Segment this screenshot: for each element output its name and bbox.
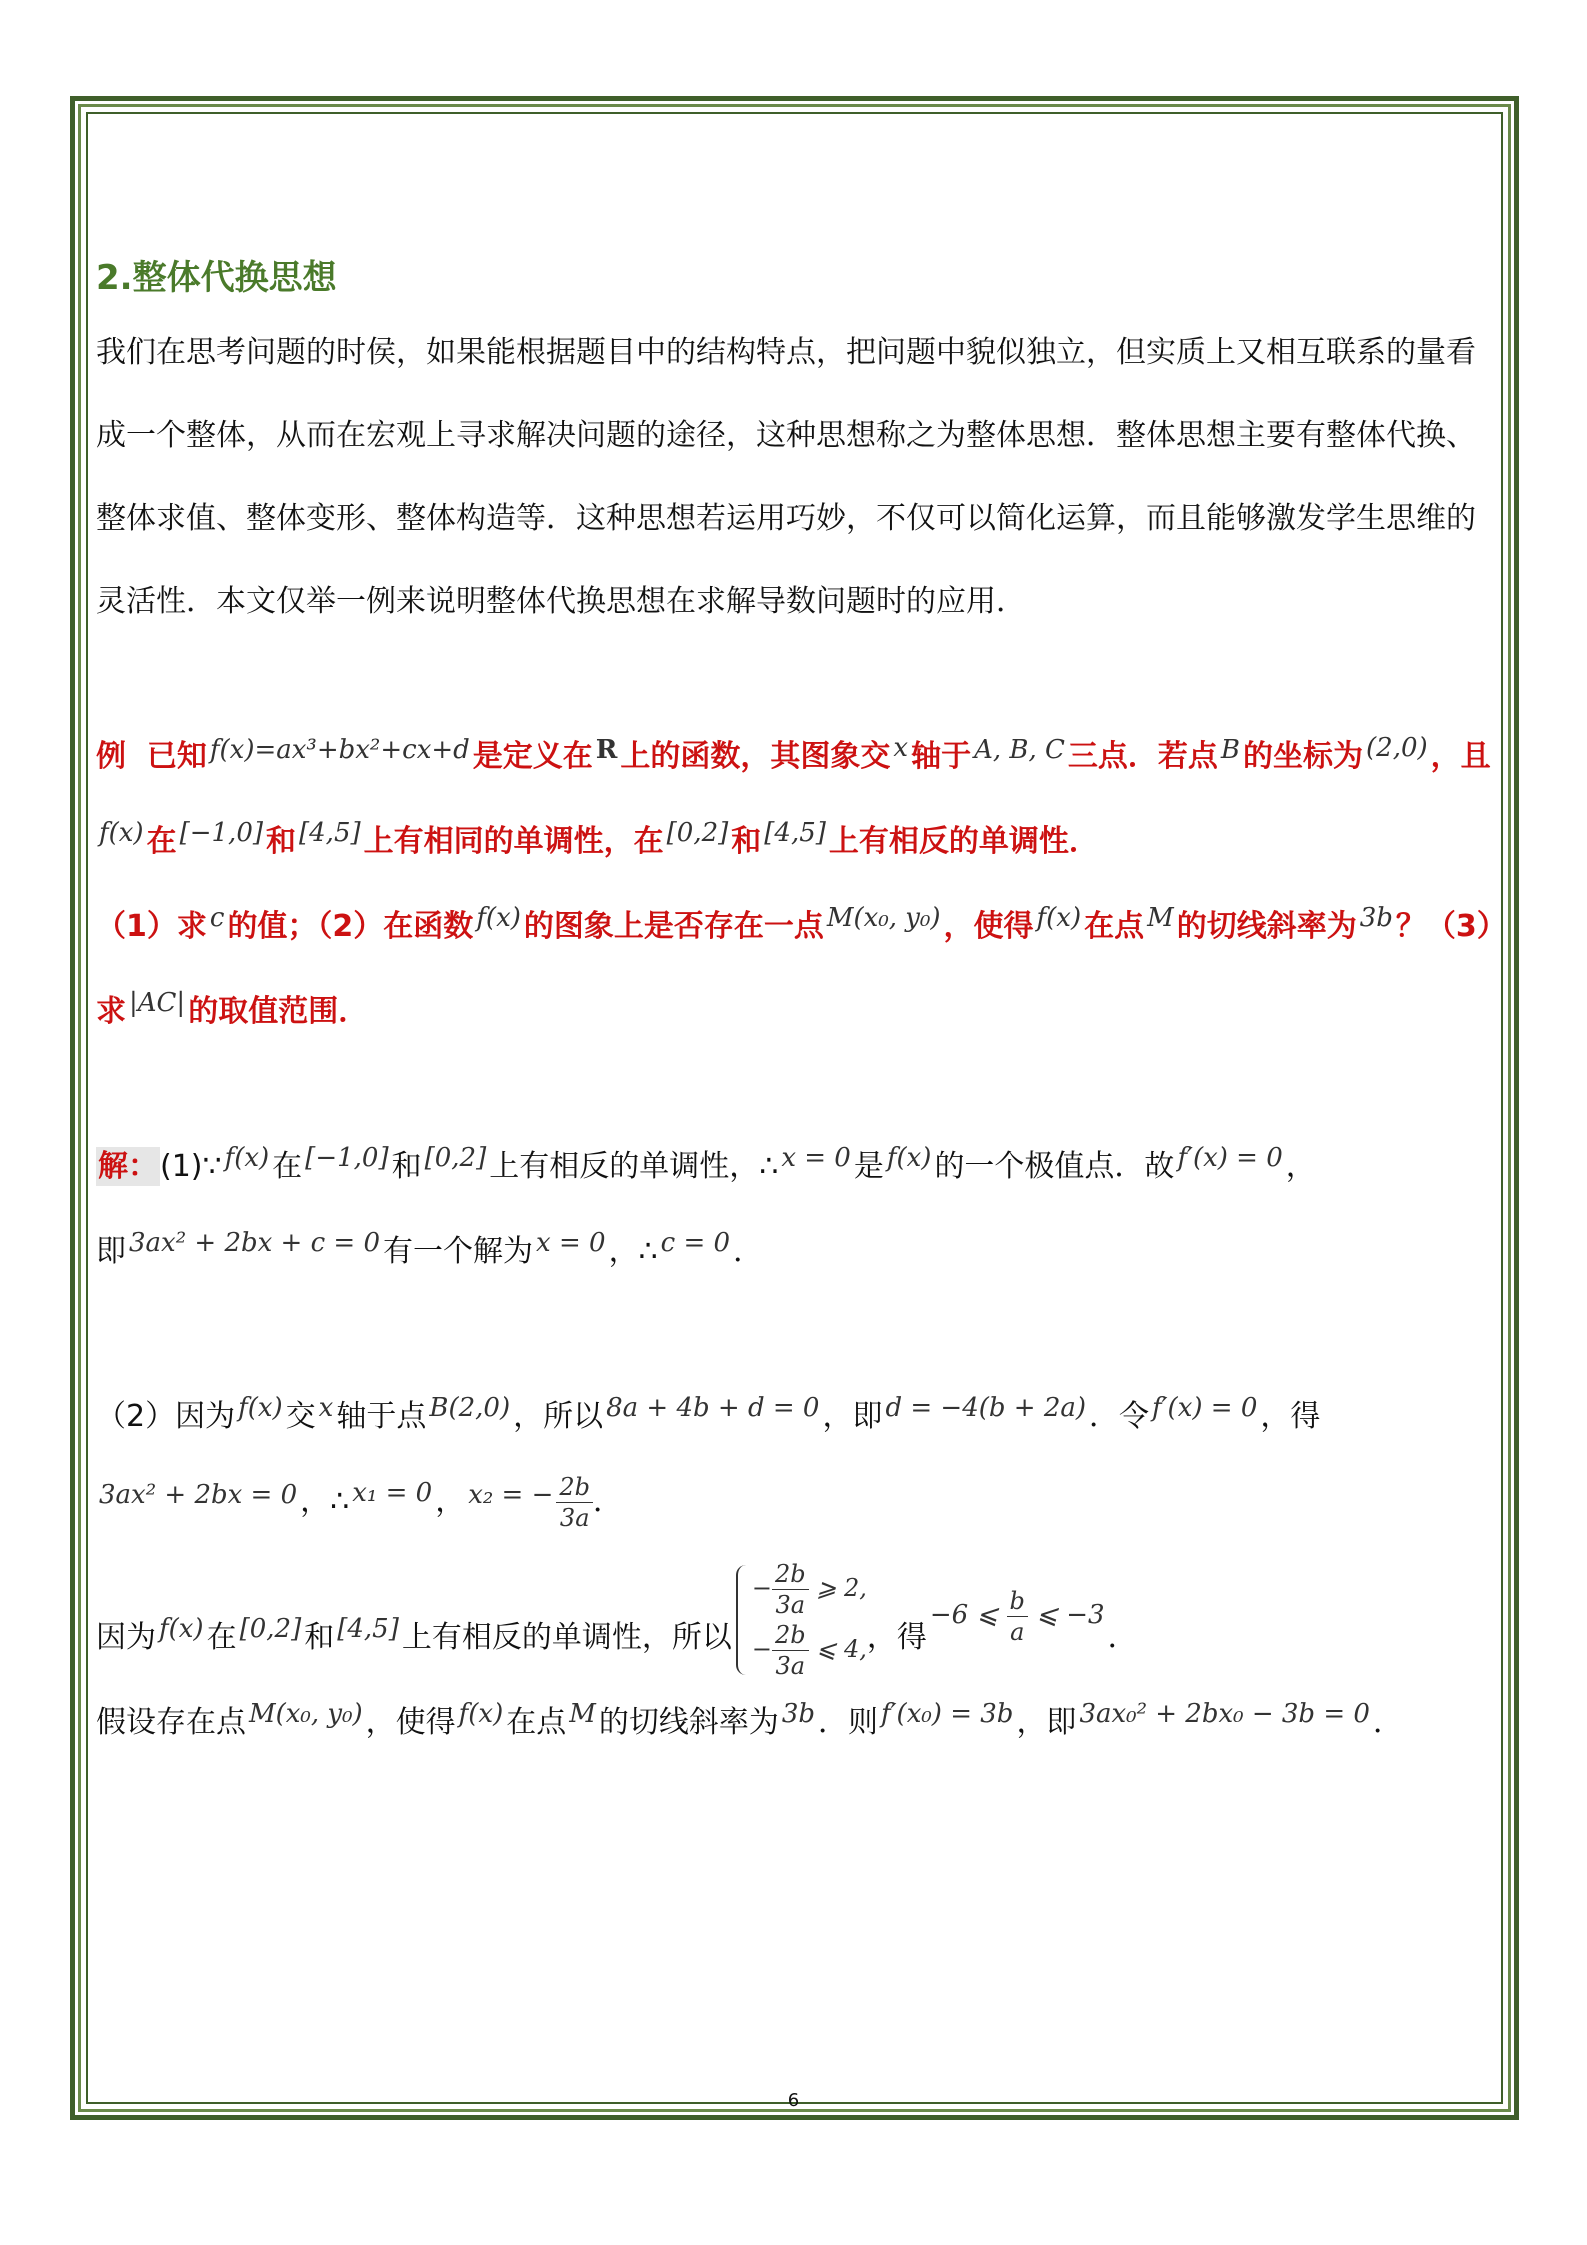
solution-text: ，得 [1260, 1399, 1321, 1434]
math-expression: − [751, 1574, 772, 1602]
example-text: 已知 [146, 739, 207, 774]
solution-label: 解： [98, 1149, 158, 1184]
solution-part-1 [96, 1125, 1492, 1295]
math-expression: 3b [1359, 903, 1393, 933]
math-expression: [0,2] [239, 1614, 302, 1644]
solution-text: ．则 [818, 1705, 879, 1740]
solution-text: 和 [391, 1149, 422, 1184]
section-heading: 2.整体代换思想 [96, 258, 337, 298]
solution-text: 是 [853, 1149, 884, 1184]
math-expression: A, B, C [974, 735, 1065, 765]
math-expression: x = 0 [781, 1143, 851, 1173]
example-text: 和 [266, 824, 296, 859]
fraction [556, 1472, 593, 1533]
solution-text: ， [1285, 1149, 1316, 1184]
left-brace [736, 1565, 748, 1675]
solution-part-3 [96, 1559, 1492, 1681]
solution-text: 即 [96, 1234, 126, 1269]
example-text: 三点．若点 [1067, 739, 1218, 774]
math-expression: f′(x) = 0 [1152, 1393, 1258, 1423]
math-expression: [0,2] [424, 1143, 487, 1173]
math-expression: 3ax² + 2bx + c = 0 [129, 1228, 381, 1258]
solution-text: ． [593, 1484, 624, 1519]
math-expression: f(x) [224, 1143, 270, 1173]
math-expression: x [893, 733, 909, 763]
example-text: 是定义在 [472, 739, 593, 774]
solution-text: ，∴ [300, 1484, 350, 1519]
intro-paragraph: 我们在思考问题的时侯，如果能根据题目中的结构特点，把问题中貌似独立，但实质上又相互联系的量看成一个整体，从而在宏观上寻求解决问题的途径，这种思想称之为整体思想．整体思想主要有整体代换、整体求值、整体变形、整体构造等．这种思想若运用巧妙，不仅可以简化运算，而且能够激发学生思维的灵活性．本文仅举一例来说明整体代换思想在求解导数问题时的应用． [96, 335, 1476, 619]
math-expression: ⩾ 2, [816, 1574, 867, 1602]
example-text: ，使得 [943, 909, 1034, 944]
solution-text: ，即 [1016, 1705, 1077, 1740]
fraction-denominator: 3a [775, 1652, 806, 1680]
math-expression: ⩽ −3 [1036, 1600, 1105, 1630]
solution-text: ． [1372, 1705, 1403, 1740]
fraction-denominator: 3a [559, 1504, 590, 1532]
fraction [1007, 1586, 1028, 1647]
math-expression: c [209, 903, 225, 933]
math-expression: x = 0 [536, 1228, 606, 1258]
math-expression: f′(x) = 0 [1177, 1143, 1283, 1173]
math-expression: f(x) [1036, 903, 1082, 933]
example-problem [96, 715, 1492, 1055]
math-expression: [0,2] [666, 818, 729, 848]
solution-text: ． [1107, 1620, 1138, 1655]
solution-text: 和 [304, 1620, 335, 1655]
math-expression: x₂ = − [468, 1480, 554, 1510]
math-expression: M [569, 1699, 596, 1729]
example-text: 轴于 [911, 739, 972, 774]
fraction-numerator: 2b [772, 1559, 809, 1590]
solution-text: 上有相反的单调性，∴ [489, 1149, 779, 1184]
fraction-numerator: 2b [556, 1472, 593, 1503]
solution-text: 上有相反的单调性，所以 [401, 1620, 732, 1655]
example-text: 的切线斜率为 [1176, 909, 1357, 944]
example-text: 在点 [1084, 909, 1145, 944]
example-text: 上的函数，其图象交 [620, 739, 891, 774]
math-expression: [−1,0] [179, 818, 263, 848]
solution-text: ， [435, 1484, 466, 1519]
fraction-denominator: 3a [775, 1591, 806, 1619]
math-expression: B(2,0) [429, 1393, 511, 1423]
math-expression: f(x) [476, 903, 521, 933]
inequality-system [736, 1559, 867, 1681]
solution-text: ．令 [1089, 1399, 1150, 1434]
math-expression: M [1147, 903, 1174, 933]
solution-text: 的切线斜率为 [598, 1705, 779, 1740]
math-expression: (2,0) [1366, 733, 1428, 763]
example-label: 例 [96, 739, 126, 774]
math-expression: [4,5] [299, 818, 361, 848]
math-expression: [4,5] [337, 1614, 399, 1644]
math-expression: 8a + 4b + d = 0 [606, 1393, 820, 1423]
math-expression: f(x)=ax³+bx²+cx+d [209, 735, 470, 765]
math-expression: f(x) [99, 818, 144, 848]
solution-text: ，得 [866, 1620, 927, 1655]
math-expression: f(x) [458, 1699, 504, 1729]
solution-part-4 [96, 1681, 1492, 1766]
fraction [772, 1620, 809, 1681]
math-expression: |AC| [129, 988, 186, 1018]
spacer [96, 1295, 1492, 1375]
fraction-numerator: b [1007, 1586, 1028, 1617]
solution-text: 假设存在点 [96, 1705, 246, 1740]
math-expression: 3ax² + 2bx = 0 [99, 1480, 298, 1510]
math-expression: d = −4(b + 2a) [885, 1393, 1087, 1423]
math-expression: f(x) [159, 1614, 204, 1644]
math-expression: −6 ⩽ [929, 1600, 999, 1630]
math-expression: B [1220, 735, 1241, 765]
math-expression: c = 0 [660, 1228, 731, 1258]
math-expression: x₁ = 0 [352, 1478, 433, 1508]
example-text: ？（3）求 [96, 909, 1492, 1029]
solution-text: 在 [272, 1149, 303, 1184]
page-number: 6 [787, 2090, 800, 2111]
math-expression: [4,5] [764, 818, 826, 848]
solution-text: （2）因为 [96, 1399, 236, 1434]
fraction-denominator: a [1010, 1617, 1025, 1646]
solution-text: ，使得 [365, 1705, 456, 1740]
example-text: 的图象上是否存在一点 [523, 909, 824, 944]
math-expression: f′(x₀) = 3b [881, 1699, 1014, 1729]
example-text: 的取值范围． [188, 994, 369, 1029]
math-expression: R [595, 735, 618, 765]
math-expression: 3b [781, 1699, 816, 1729]
math-expression: f(x) [238, 1393, 283, 1423]
example-text: （1）求 [96, 909, 207, 944]
solution-text: 在 [206, 1620, 237, 1655]
math-expression [927, 1586, 1108, 1646]
math-expression: 3ax₀² + 2bx₀ − 3b = 0 [1079, 1699, 1370, 1729]
solution-text: 轴于点 [336, 1399, 427, 1434]
example-text: ，且 [1430, 739, 1491, 774]
math-expression: f(x) [886, 1143, 932, 1173]
solution-text: 在点 [506, 1705, 567, 1740]
solution-part-2 [96, 1375, 1492, 1545]
example-text: 上有相反的单调性． [828, 824, 1099, 859]
solution-text: (1)∵ [160, 1149, 222, 1184]
example-text: 的坐标为 [1243, 739, 1364, 774]
inequality-row [752, 1559, 867, 1620]
math-expression: x [318, 1393, 334, 1423]
example-text: 在 [146, 824, 177, 859]
solution-text: 有一个解为 [383, 1234, 534, 1269]
solution-text: 的一个极值点．故 [934, 1149, 1175, 1184]
fraction-numerator: 2b [772, 1620, 809, 1651]
example-text: 的值；（2）在函数 [227, 909, 474, 944]
page-content [96, 240, 1492, 1766]
math-expression: − [751, 1635, 772, 1663]
math-expression: M(x₀, y₀) [249, 1699, 363, 1729]
solution-text: ，即 [822, 1399, 883, 1434]
math-expression: [−1,0] [305, 1143, 389, 1173]
example-text: 上有相同的单调性，在 [363, 824, 664, 859]
inequality-row [752, 1620, 867, 1681]
math-expression: M(x₀, y₀) [826, 903, 941, 933]
example-text: 和 [731, 824, 762, 859]
solution-text: ，∴ [608, 1234, 658, 1269]
solution-text: ． [733, 1234, 764, 1269]
solution-text: 交 [285, 1399, 316, 1434]
solution-text: ，所以 [513, 1399, 604, 1434]
math-expression: ⩽ 4, [816, 1635, 867, 1663]
fraction [772, 1559, 809, 1620]
solution-text: 因为 [96, 1620, 156, 1655]
